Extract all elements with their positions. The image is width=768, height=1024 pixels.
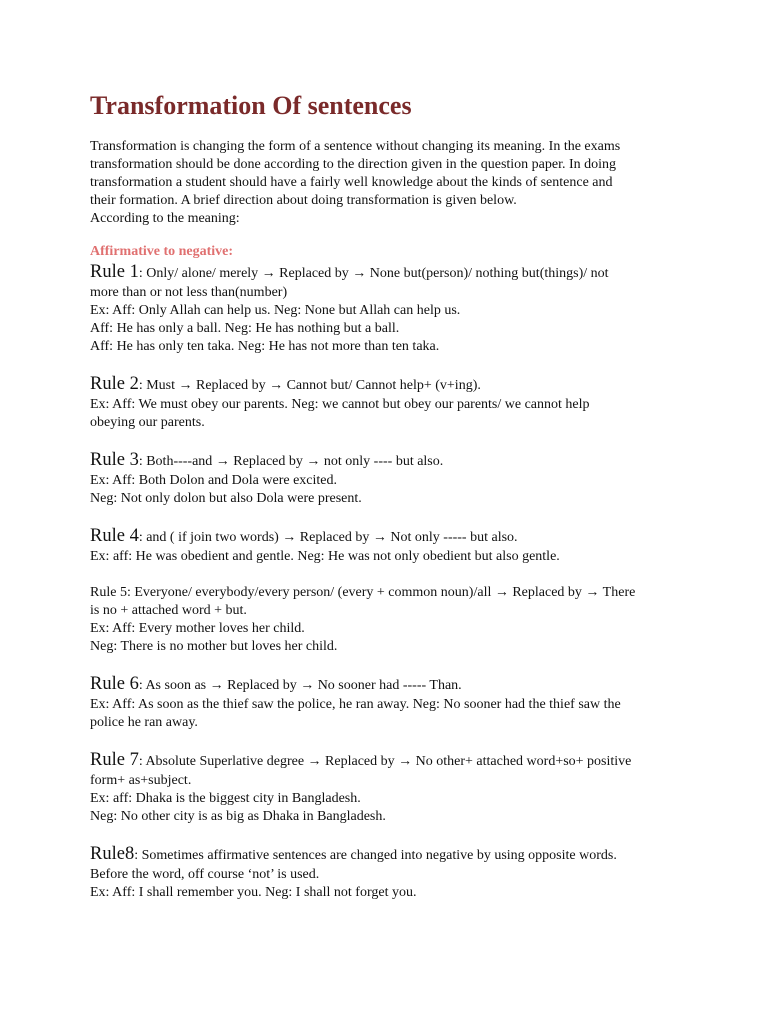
section-heading: Affirmative to negative: <box>90 244 234 259</box>
rule-line: more than or not less than(number) <box>90 285 288 300</box>
rule-description: : Must → Replaced by → Cannot but/ Cannot help+ (v+ing). <box>138 378 481 393</box>
rule-heading <box>90 262 690 284</box>
rule-line: Ex: Aff: Every mother loves her child. <box>90 621 305 636</box>
rule-description: : Only/ alone/ merely → Replaced by → None but(person)/ nothing but(things)/ not <box>138 266 609 281</box>
document-page <box>90 88 690 918</box>
intro-line: According to the meaning: <box>90 211 240 226</box>
rule-description: : Sometimes affirmative sentences are changed into negative by using opposite words. <box>134 848 617 863</box>
rule-line: Neg: Not only dolon but also Dola were present. <box>90 491 362 506</box>
rule-description: : Everyone/ everybody/every person/ (every + common noun)/all → Replaced by → There <box>126 585 636 600</box>
rule-line: Ex: aff: Dhaka is the biggest city in Bangladesh. <box>90 791 361 806</box>
rule-line: Ex: Aff: Only Allah can help us. Neg: None but Allah can help us. <box>90 303 461 318</box>
rule-line: obeying our parents. <box>90 415 205 430</box>
rule-heading <box>90 674 690 696</box>
rule-line: Ex: Aff: I shall remember you. Neg: I shall not forget you. <box>90 885 417 900</box>
rule-line: Ex: aff: He was obedient and gentle. Neg: He was not only obedient but also gentle. <box>90 549 560 564</box>
rule-description: : As soon as → Replaced by → No sooner had ----- Than. <box>138 678 462 693</box>
intro-paragraph <box>90 138 690 228</box>
intro-line: their formation. A brief direction about doing transformation is given below. <box>90 193 517 208</box>
rule-line: Neg: No other city is as big as Dhaka in Bangladesh. <box>90 809 386 824</box>
rule-name: Rule 4 <box>90 526 139 546</box>
rule-heading <box>90 450 690 472</box>
intro-line: transformation a student should have a fairly well knowledge about the kinds of sentence and <box>90 175 613 190</box>
rule-block <box>90 526 690 566</box>
rule-line: Neg: There is no mother but loves her child. <box>90 639 338 654</box>
rule-block <box>90 584 690 656</box>
intro-line: transformation should be done according to the direction given in the question paper. In doing <box>90 157 617 172</box>
rule-name: Rule 3 <box>90 450 139 470</box>
rule-block <box>90 374 690 432</box>
rule-block <box>90 750 690 826</box>
rule-name: Rule 5 <box>90 585 127 600</box>
rule-description: : Both----and → Replaced by → not only ---- but also. <box>138 454 444 469</box>
rule-heading <box>90 526 690 548</box>
rule-line: is no + attached word + but. <box>90 603 247 618</box>
rule-block <box>90 450 690 508</box>
rule-line: Aff: He has only a ball. Neg: He has nothing but a ball. <box>90 321 400 336</box>
rule-description: : Absolute Superlative degree → Replaced by → No other+ attached word+so+ positive <box>138 754 632 769</box>
rule-block <box>90 844 690 902</box>
rule-line: Ex: Aff: We must obey our parents. Neg: we cannot but obey our parents/ we cannot help <box>90 397 590 412</box>
rule-name: Rule 7 <box>90 750 139 770</box>
rule-name: Rule 2 <box>90 374 139 394</box>
rule-heading <box>90 374 690 396</box>
rule-line: form+ as+subject. <box>90 773 192 788</box>
rule-line: police he ran away. <box>90 715 198 730</box>
rule-description: : and ( if join two words) → Replaced by → Not only ----- but also. <box>138 530 518 545</box>
rule-line: Ex: Aff: Both Dolon and Dola were excited. <box>90 473 338 488</box>
rule-line: Ex: Aff: As soon as the thief saw the police, he ran away. Neg: No sooner had the thief saw the <box>90 697 621 712</box>
rule-heading <box>90 584 690 602</box>
page-title: Transformation Of sentences <box>90 91 412 120</box>
rule-name: Rule 1 <box>90 262 139 282</box>
rule-block <box>90 674 690 732</box>
rule-block <box>90 262 690 356</box>
rule-line: Before the word, off course ‘not’ is used. <box>90 867 320 882</box>
rule-name: Rule 6 <box>90 674 139 694</box>
rule-name: Rule8 <box>90 844 135 864</box>
rule-heading <box>90 750 690 772</box>
rule-line: Aff: He has only ten taka. Neg: He has not more than ten taka. <box>90 339 440 354</box>
rule-heading <box>90 844 690 866</box>
intro-line: Transformation is changing the form of a sentence without changing its meaning. In the exams <box>90 139 621 154</box>
